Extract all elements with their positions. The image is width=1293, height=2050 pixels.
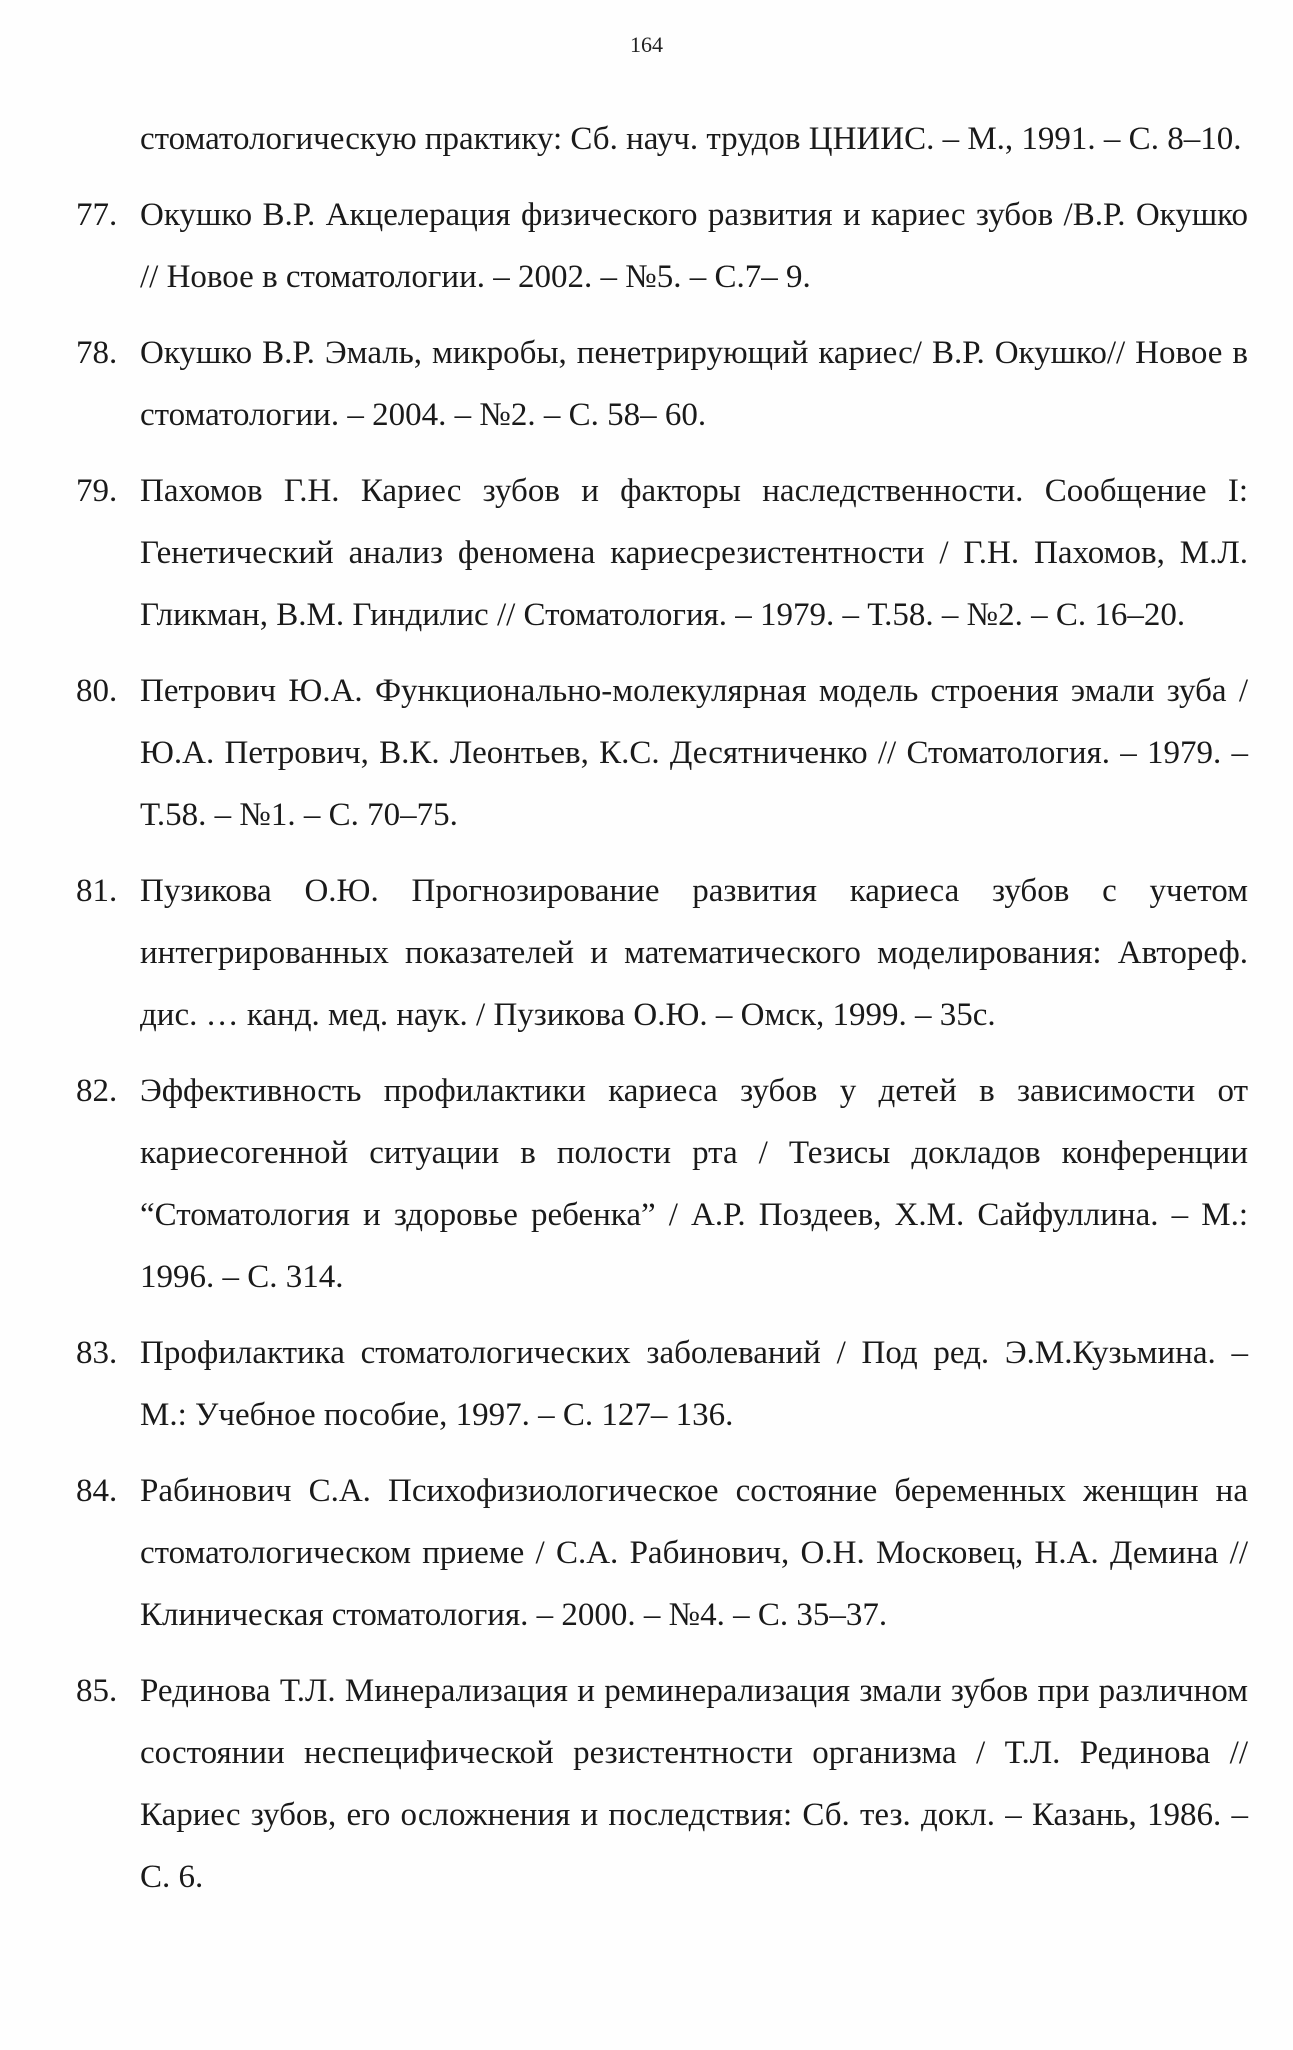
reference-text: Петрович Ю.А. Функционально-молекулярная модель строения эмали зуба / Ю.А. Петрович, В.К. Леонтьев, К.С. Десятниченко // Стоматология. – 1979. – Т.58. – №1. – С. 70–75.: [140, 673, 1248, 833]
reference-item: [76, 1322, 1248, 1446]
reference-text: Окушко В.Р. Акцелерация физического развития и кариес зубов /В.Р. Окушко // Новое в стоматологии. – 2002. – №5. – С.7– 9.: [140, 197, 1248, 295]
reference-number: 82.: [76, 1073, 118, 1109]
reference-item: [76, 322, 1248, 446]
reference-item: [76, 660, 1248, 846]
reference-text: Эффективность профилактики кариеса зубов у детей в зависимости от кариесогенной ситуации в полости рта / Тезисы докладов конференции “Стоматология и здоровье ребенка” / А.Р. Поздеев, Х.М. Сайфуллина. – М.: 1996. – С. 314.: [140, 1073, 1248, 1295]
reference-text: Пузикова О.Ю. Прогнозирование развития кариеса зубов с учетом интегрированных показателей и математического моделирования: Автореф. дис. … канд. мед. наук. / Пузикова О.Ю. – Омск, 1999. – 35с.: [140, 873, 1248, 1033]
reference-number: 77.: [76, 197, 118, 233]
reference-list: [76, 108, 1248, 1922]
reference-text: Пахомов Г.Н. Кариес зубов и факторы наследственности. Сообщение I: Генетический анализ феномена кариесрезистентности / Г.Н. Пахомов, М.Л. Гликман, В.М. Гиндилис // Стоматология. – 1979. – Т.58. – №2. – С. 16–20.: [140, 473, 1248, 633]
reference-number: 81.: [76, 873, 118, 909]
reference-item: [76, 184, 1248, 308]
reference-text: стоматологическую практику: Сб. науч. трудов ЦНИИС. – М., 1991. – С. 8–10.: [140, 121, 1242, 157]
reference-item: [76, 1460, 1248, 1646]
reference-number: 80.: [76, 673, 118, 709]
reference-number: 78.: [76, 335, 118, 371]
reference-item: [76, 860, 1248, 1046]
reference-text: Рединова Т.Л. Минерализация и реминерализация змали зубов при различном состоянии неспецифической резистентности организма / Т.Л. Рединова // Кариес зубов, его осложнения и последствия: Сб. тез. докл. – Казань, 1986. – С. 6.: [140, 1673, 1248, 1895]
reference-text: Окушко В.Р. Эмаль, микробы, пенетрирующий кариес/ В.Р. Окушко// Новое в стоматологии. – 2004. – №2. – С. 58– 60.: [140, 335, 1248, 433]
reference-item: [76, 1060, 1248, 1308]
reference-number: 83.: [76, 1335, 118, 1371]
reference-item: [76, 1660, 1248, 1908]
reference-text: Рабинович С.А. Психофизиологическое состояние беременных женщин на стоматологическом приеме / С.А. Рабинович, О.Н. Московец, Н.А. Демина // Клиническая стоматология. – 2000. – №4. – С. 35–37.: [140, 1473, 1248, 1633]
reference-item: [76, 108, 1248, 170]
reference-item: [76, 460, 1248, 646]
reference-number: 85.: [76, 1673, 118, 1709]
reference-text: Профилактика стоматологических заболеваний / Под ред. Э.М.Кузьмина. – М.: Учебное пособие, 1997. – С. 127– 136.: [140, 1335, 1248, 1433]
reference-number: 84.: [76, 1473, 118, 1509]
page-number: 164: [630, 32, 663, 57]
reference-number: 79.: [76, 473, 118, 509]
